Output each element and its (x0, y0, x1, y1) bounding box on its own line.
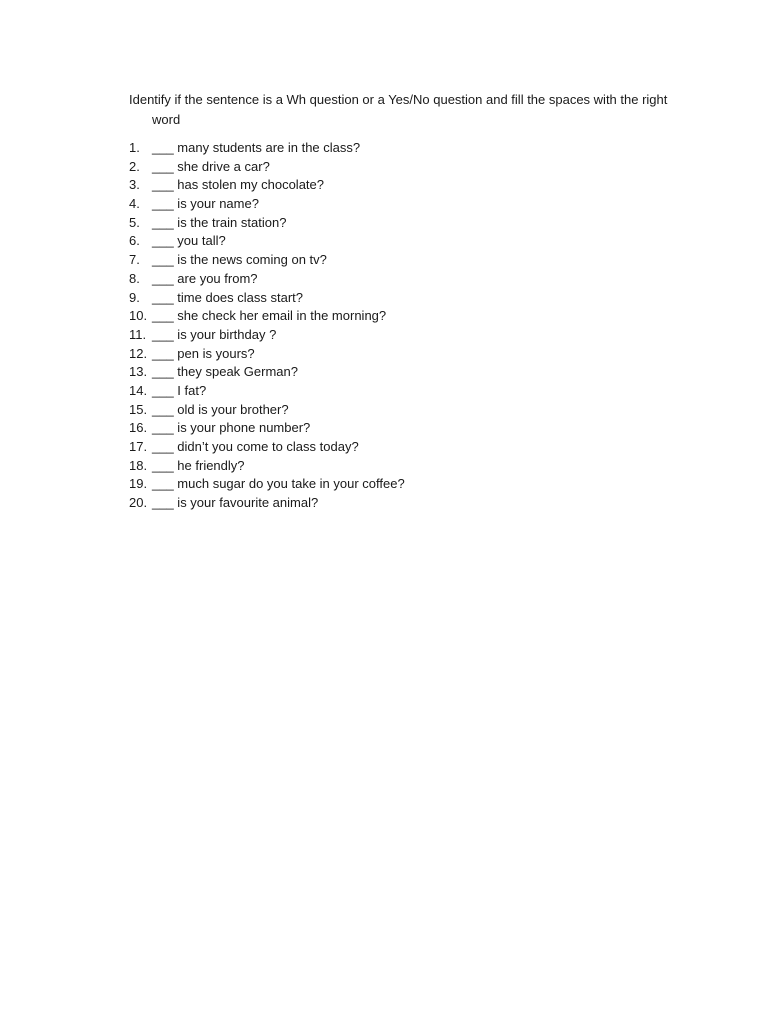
question-number: 7. (129, 252, 140, 268)
question-number: 19. (129, 476, 148, 492)
question-item (129, 289, 405, 308)
question-item (129, 214, 405, 233)
question-item (129, 345, 405, 364)
question-item (129, 494, 405, 513)
question-item (129, 326, 405, 345)
question-number: 8. (129, 270, 140, 286)
question-number: 6. (129, 233, 140, 249)
question-text: ___ didn’t you come to class today? (152, 439, 359, 454)
question-item (129, 139, 405, 158)
question-text: ___ has stolen my chocolate? (152, 177, 324, 193)
question-text: ___ old is your brother? (152, 401, 289, 417)
question-text: ___ is your name? (152, 196, 259, 212)
question-item (129, 176, 405, 195)
question-list (129, 139, 405, 513)
question-number: 3. (129, 177, 140, 193)
question-item (129, 363, 405, 382)
question-number: 9. (129, 289, 140, 305)
question-number: 17. (129, 439, 148, 454)
question-number: 15. (129, 401, 148, 417)
worksheet-instructions: Identify if the sentence is a Wh question or a Yes/No question and fill the spaces with the right word (129, 92, 668, 127)
question-text: ___ much sugar do you take in your coffee? (152, 476, 405, 492)
question-item (129, 475, 405, 494)
question-number: 20. (129, 495, 148, 511)
question-item (129, 158, 405, 177)
question-number: 10. (129, 308, 148, 324)
question-number: 1. (129, 140, 140, 155)
question-item (129, 195, 405, 214)
question-item (129, 251, 405, 270)
question-text: ___ she drive a car? (152, 158, 270, 174)
question-number: 16. (129, 420, 148, 436)
question-number: 4. (129, 196, 140, 212)
question-text: ___ time does class start? (152, 289, 304, 305)
question-number: 11. (129, 326, 147, 342)
question-item (129, 419, 405, 438)
question-text: ___ is your birthday ? (152, 326, 277, 342)
question-number: 14. (129, 382, 148, 398)
question-text: ___ is your phone number? (152, 420, 311, 436)
question-item (129, 382, 405, 401)
question-text: ___ she check her email in the morning? (152, 308, 387, 324)
question-number: 12. (129, 345, 148, 361)
question-text: ___ they speak German? (152, 364, 298, 380)
question-text: ___ is your favourite animal? (152, 495, 319, 511)
question-text: ___ is the train station? (152, 214, 287, 230)
question-text: ___ you tall? (152, 233, 226, 249)
question-item (129, 457, 405, 476)
question-text: ___ is the news coming on tv? (152, 252, 327, 268)
question-item (129, 307, 405, 326)
question-item (129, 438, 405, 457)
question-number: 13. (129, 364, 148, 380)
question-text: ___ I fat? (152, 382, 207, 398)
question-item (129, 232, 405, 251)
question-text: ___ many students are in the class? (152, 140, 361, 155)
question-number: 18. (129, 457, 148, 473)
question-text: ___ he friendly? (152, 457, 245, 473)
question-item (129, 401, 405, 420)
question-text: ___ are you from? (152, 270, 258, 286)
question-text: ___ pen is yours? (152, 345, 255, 361)
question-number: 2. (129, 158, 140, 174)
question-number: 5. (129, 214, 140, 230)
question-item (129, 270, 405, 289)
